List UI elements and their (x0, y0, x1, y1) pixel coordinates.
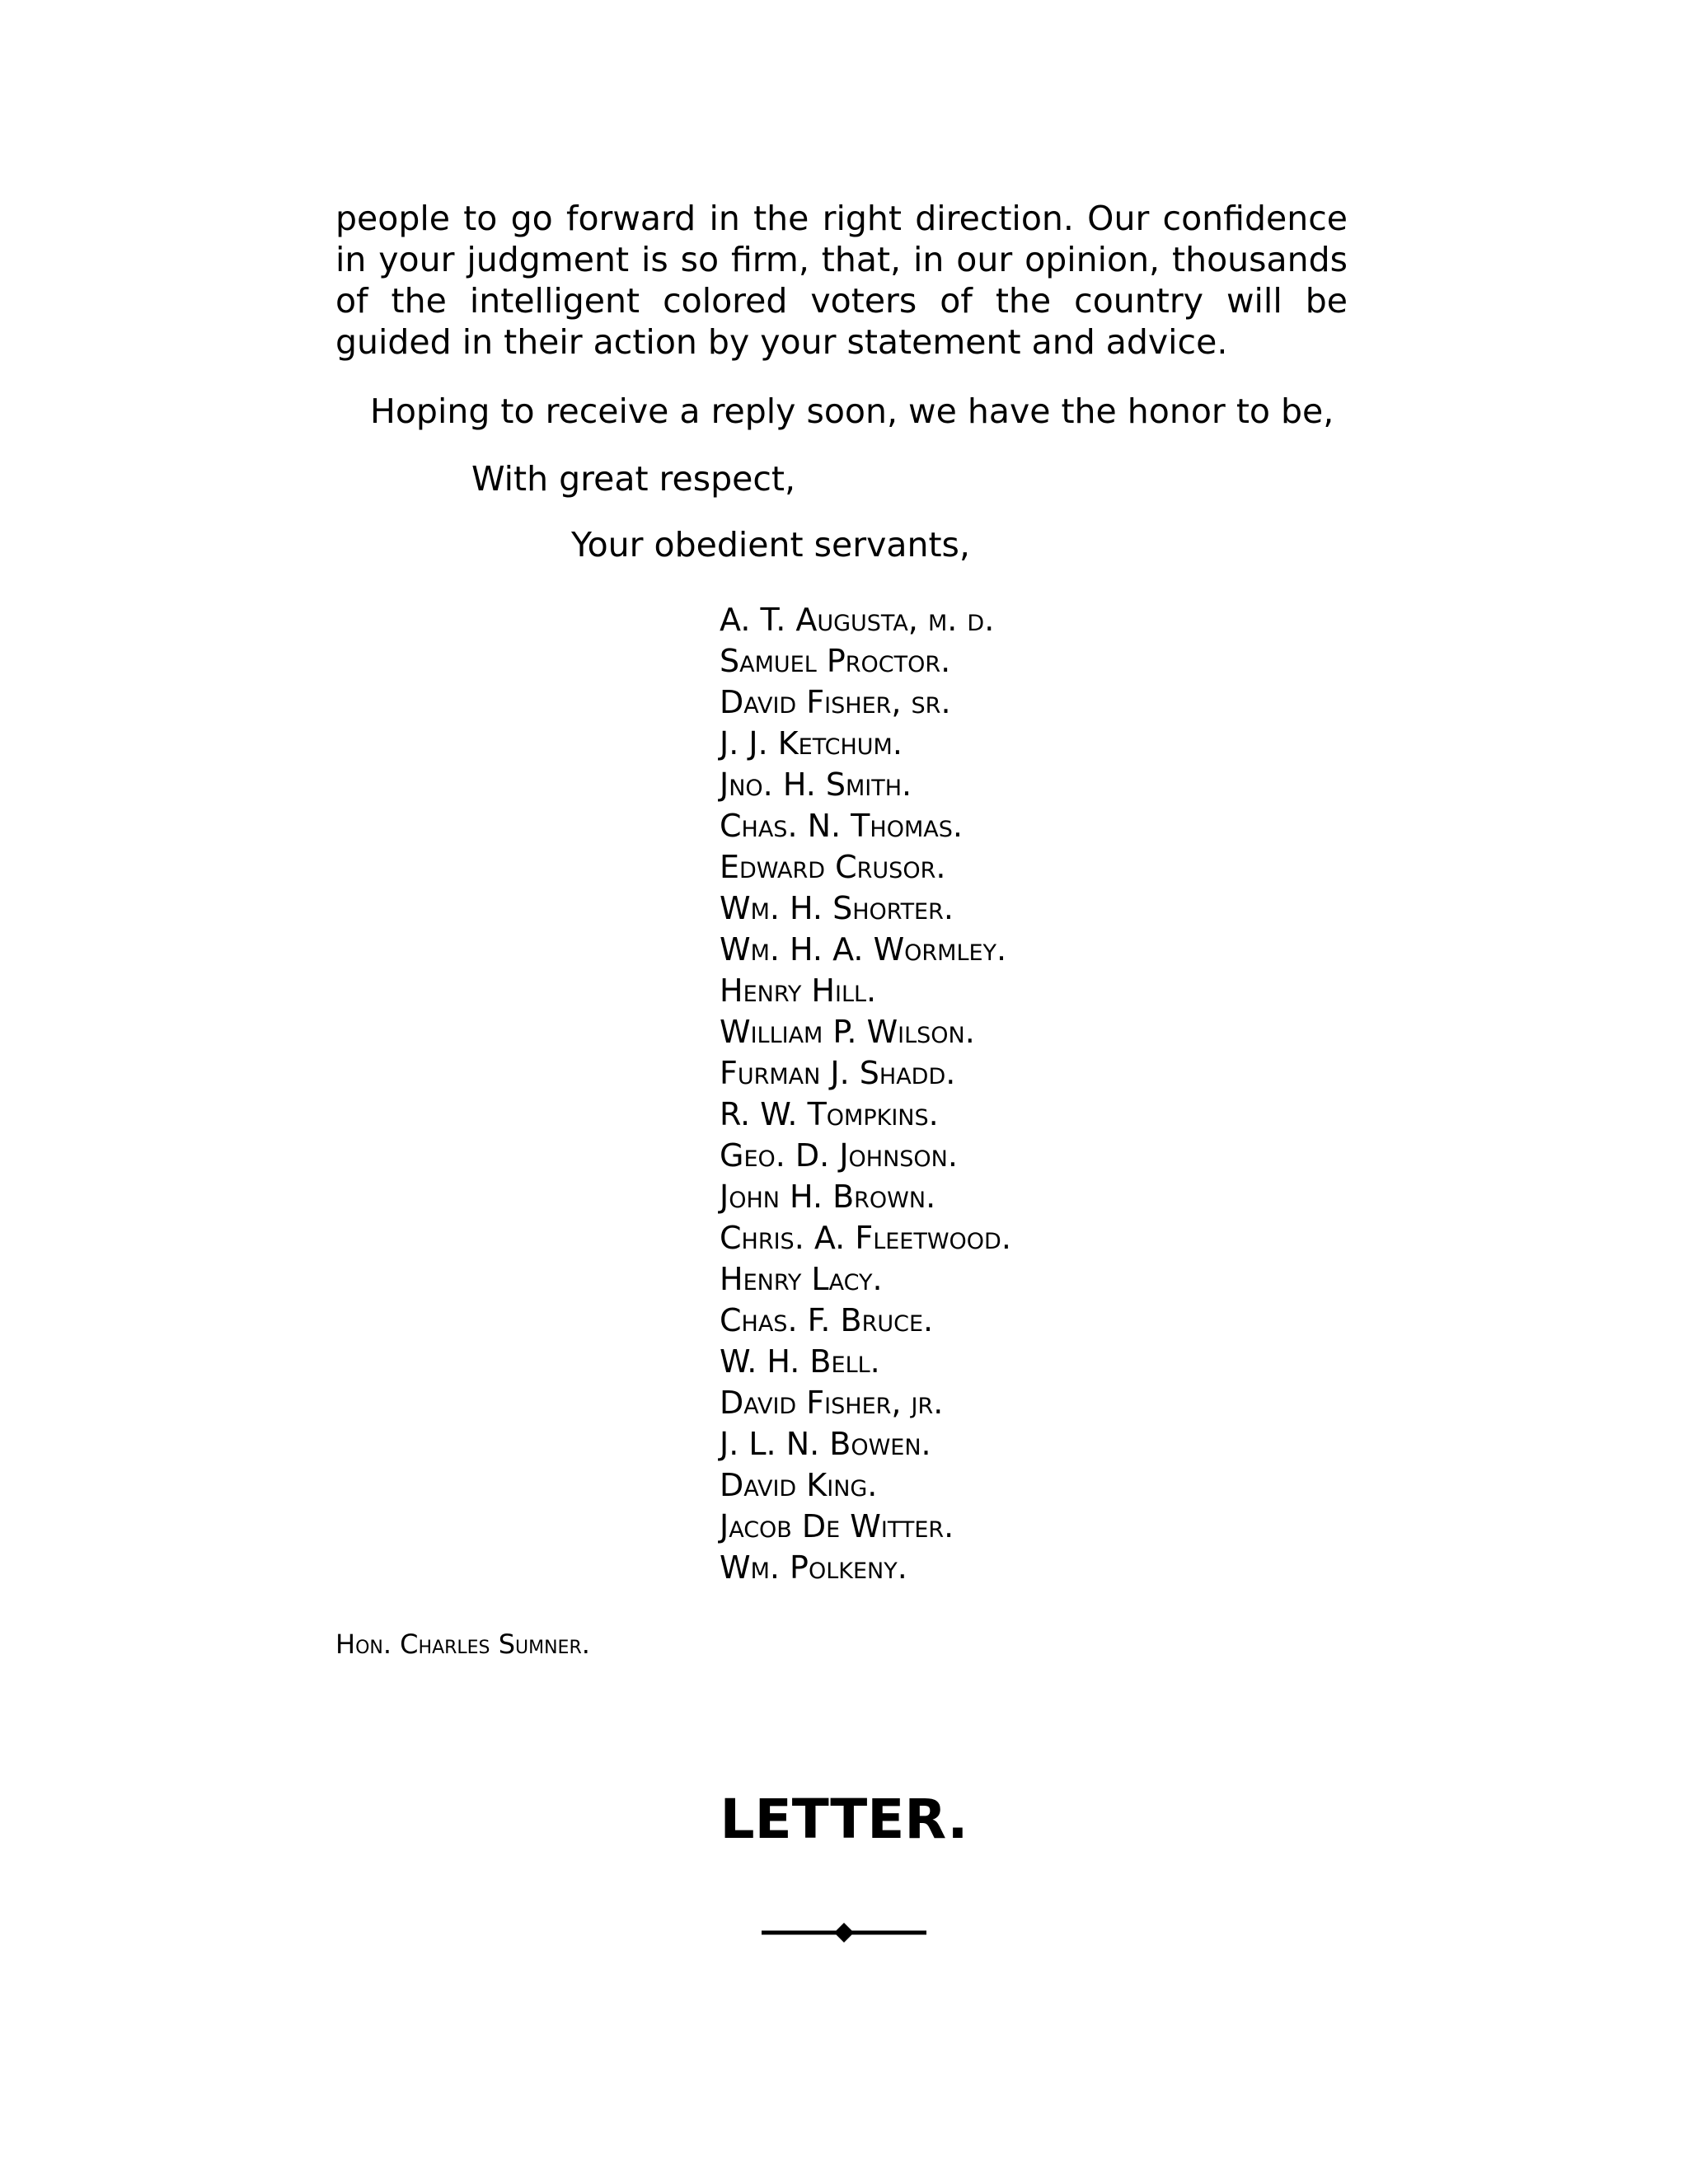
recipient-line: Hon. Charles Sumner. (335, 1629, 590, 1660)
signatory: Edward Crusor. (720, 849, 946, 885)
closing-hoping: Hoping to receive a reply soon, we have the honor to be, (370, 391, 1334, 431)
signatory: Wm. Polkeny. (720, 1549, 907, 1586)
letter-paragraph: people to go forward in the right direction. Our confidence in your judgment is so firm, that, in our opinion, thousands of the intelligent colored voters of the country will be guided in their action by your statement and advice. (335, 199, 1348, 362)
signatory: Chris. A. Fleetwood. (720, 1220, 1011, 1256)
line-diamond-divider-icon (762, 1920, 926, 1945)
signatory: J. J. Ketchum. (720, 725, 903, 762)
signatory: J. L. N. Bowen. (720, 1426, 931, 1462)
signatory: Furman J. Shadd. (720, 1055, 956, 1091)
signatory: David Fisher, sr. (720, 684, 951, 720)
closing-servants: Your obedient servants, (571, 525, 970, 565)
signatory: William P. Wilson. (720, 1014, 975, 1050)
signatory: Samuel Proctor. (720, 643, 951, 679)
signatory: David Fisher, jr. (720, 1385, 944, 1421)
signatory: Jno. H. Smith. (720, 766, 912, 803)
signatory: Geo. D. Johnson. (720, 1137, 958, 1174)
signatory-list (720, 599, 1011, 1588)
signatory: Chas. N. Thomas. (720, 808, 963, 844)
signatory: Chas. F. Bruce. (720, 1302, 934, 1338)
signatory: W. H. Bell. (720, 1343, 880, 1380)
closing-respect: With great respect, (471, 459, 796, 499)
signatory: Henry Lacy. (720, 1261, 883, 1297)
signatory: Wm. H. A. Wormley. (720, 931, 1007, 968)
signatory: A. T. Augusta, m. d. (720, 602, 995, 638)
signatory: Henry Hill. (720, 972, 877, 1009)
signatory: Jacob De Witter. (720, 1508, 954, 1544)
signatory: John H. Brown. (720, 1179, 936, 1215)
signatory: R. W. Tompkins. (720, 1096, 939, 1132)
signatory: David King. (720, 1467, 878, 1503)
section-heading: LETTER. (720, 1788, 968, 1851)
signatory: Wm. H. Shorter. (720, 890, 954, 926)
